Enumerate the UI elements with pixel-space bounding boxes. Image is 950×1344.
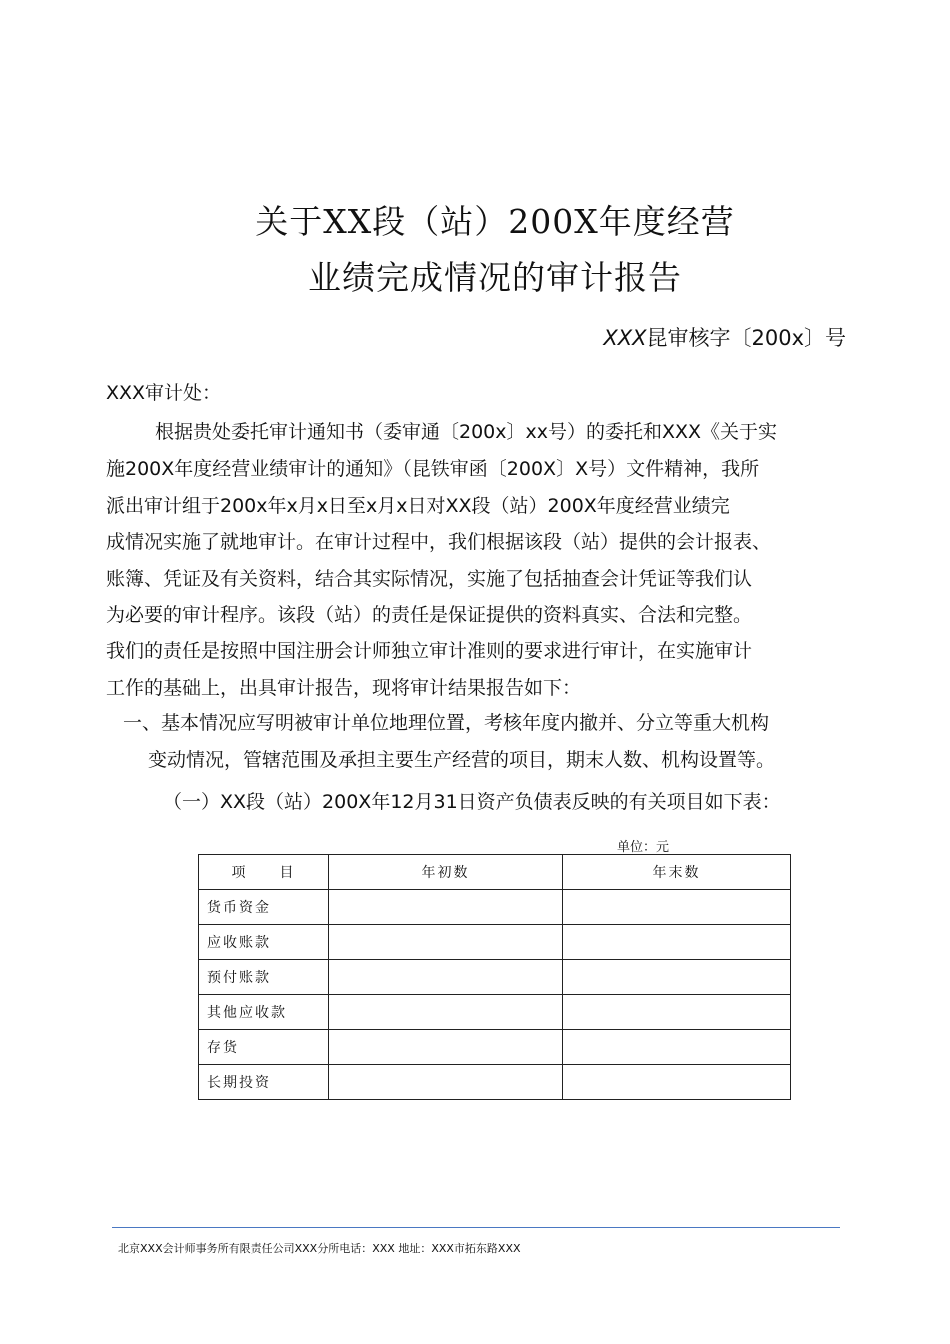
document-number-prefix: XXX <box>603 326 647 350</box>
document-number-rest: 昆审核字〔200x〕号 <box>646 326 846 350</box>
row-begin-value <box>329 960 563 995</box>
section-1-heading: 一、基本情况应写明被审计单位地理位置，考核年度内撤并、分立等重大机构 <box>123 712 770 734</box>
column-header-end: 年末数 <box>563 855 791 890</box>
row-item-label: 货币资金 <box>199 890 329 925</box>
row-end-value <box>563 960 791 995</box>
row-end-value <box>563 995 791 1030</box>
paragraph-line: 为必要的审计程序。该段（站）的责任是保证提供的资料真实、合法和完整。 <box>106 604 753 626</box>
paragraph-line: 派出审计组于200x年x月x日至x月x日对XX段（站）200X年度经营业绩完 <box>106 495 730 517</box>
balance-sheet-table <box>198 854 791 1100</box>
report-title-line-2: 业绩完成情况的审计报告 <box>308 258 682 297</box>
addressee: XXX审计处： <box>106 382 222 404</box>
table-row <box>199 890 791 925</box>
row-begin-value <box>329 890 563 925</box>
unit-label: 单位：元 <box>617 840 670 855</box>
table-row <box>199 960 791 995</box>
row-begin-value <box>329 1030 563 1065</box>
row-item-label: 应收账款 <box>199 925 329 960</box>
paragraph-line: 工作的基础上，出具审计报告，现将审计结果报告如下： <box>106 677 582 699</box>
column-header-begin: 年初数 <box>329 855 563 890</box>
row-item-label: 长期投资 <box>199 1065 329 1100</box>
paragraph-line: 账簿、凭证及有关资料，结合其实际情况，实施了包括抽查会计凭证等我们认 <box>106 568 753 590</box>
row-item-label: 存货 <box>199 1030 329 1065</box>
row-begin-value <box>329 925 563 960</box>
table-header-row <box>199 855 791 890</box>
table-row <box>199 995 791 1030</box>
column-header-item: 项 目 <box>199 855 329 890</box>
row-item-label: 预付账款 <box>199 960 329 995</box>
table-row <box>199 1030 791 1065</box>
row-begin-value <box>329 1065 563 1100</box>
row-end-value <box>563 1030 791 1065</box>
row-item-label: 其他应收款 <box>199 995 329 1030</box>
document-number <box>603 322 846 352</box>
table-row <box>199 925 791 960</box>
row-end-value <box>563 925 791 960</box>
paragraph-line: 我们的责任是按照中国注册会计师独立审计准则的要求进行审计，在实施审计 <box>106 640 753 662</box>
row-end-value <box>563 890 791 925</box>
row-begin-value <box>329 995 563 1030</box>
paragraph-line: 施200X年度经营业绩审计的通知》（昆铁审函〔200X〕X号）文件精神，我所 <box>106 458 760 480</box>
report-title-line-1: 关于XX段（站）200X年度经营 <box>255 202 735 241</box>
paragraph-line: 成情况实施了就地审计。在审计过程中，我们根据该段（站）提供的会计报表、 <box>106 531 772 553</box>
footer-text: 北京XXX会计师事务所有限责任公司XXX分所电话：XXX 地址：XXX市拓东路XXX <box>118 1242 521 1255</box>
table-row <box>199 1065 791 1100</box>
paragraph-line: 根据贵处委托审计通知书（委审通〔200x〕xx号）的委托和XXX《关于实 <box>155 421 778 443</box>
row-end-value <box>563 1065 791 1100</box>
footer-divider <box>112 1227 840 1228</box>
section-1-continuation: 变动情况，管辖范围及承担主要生产经营的项目，期末人数、机构设置等。 <box>148 749 776 771</box>
subsection-1-heading: （一）XX段（站）200X年12月31日资产负债表反映的有关项目如下表： <box>163 791 781 813</box>
